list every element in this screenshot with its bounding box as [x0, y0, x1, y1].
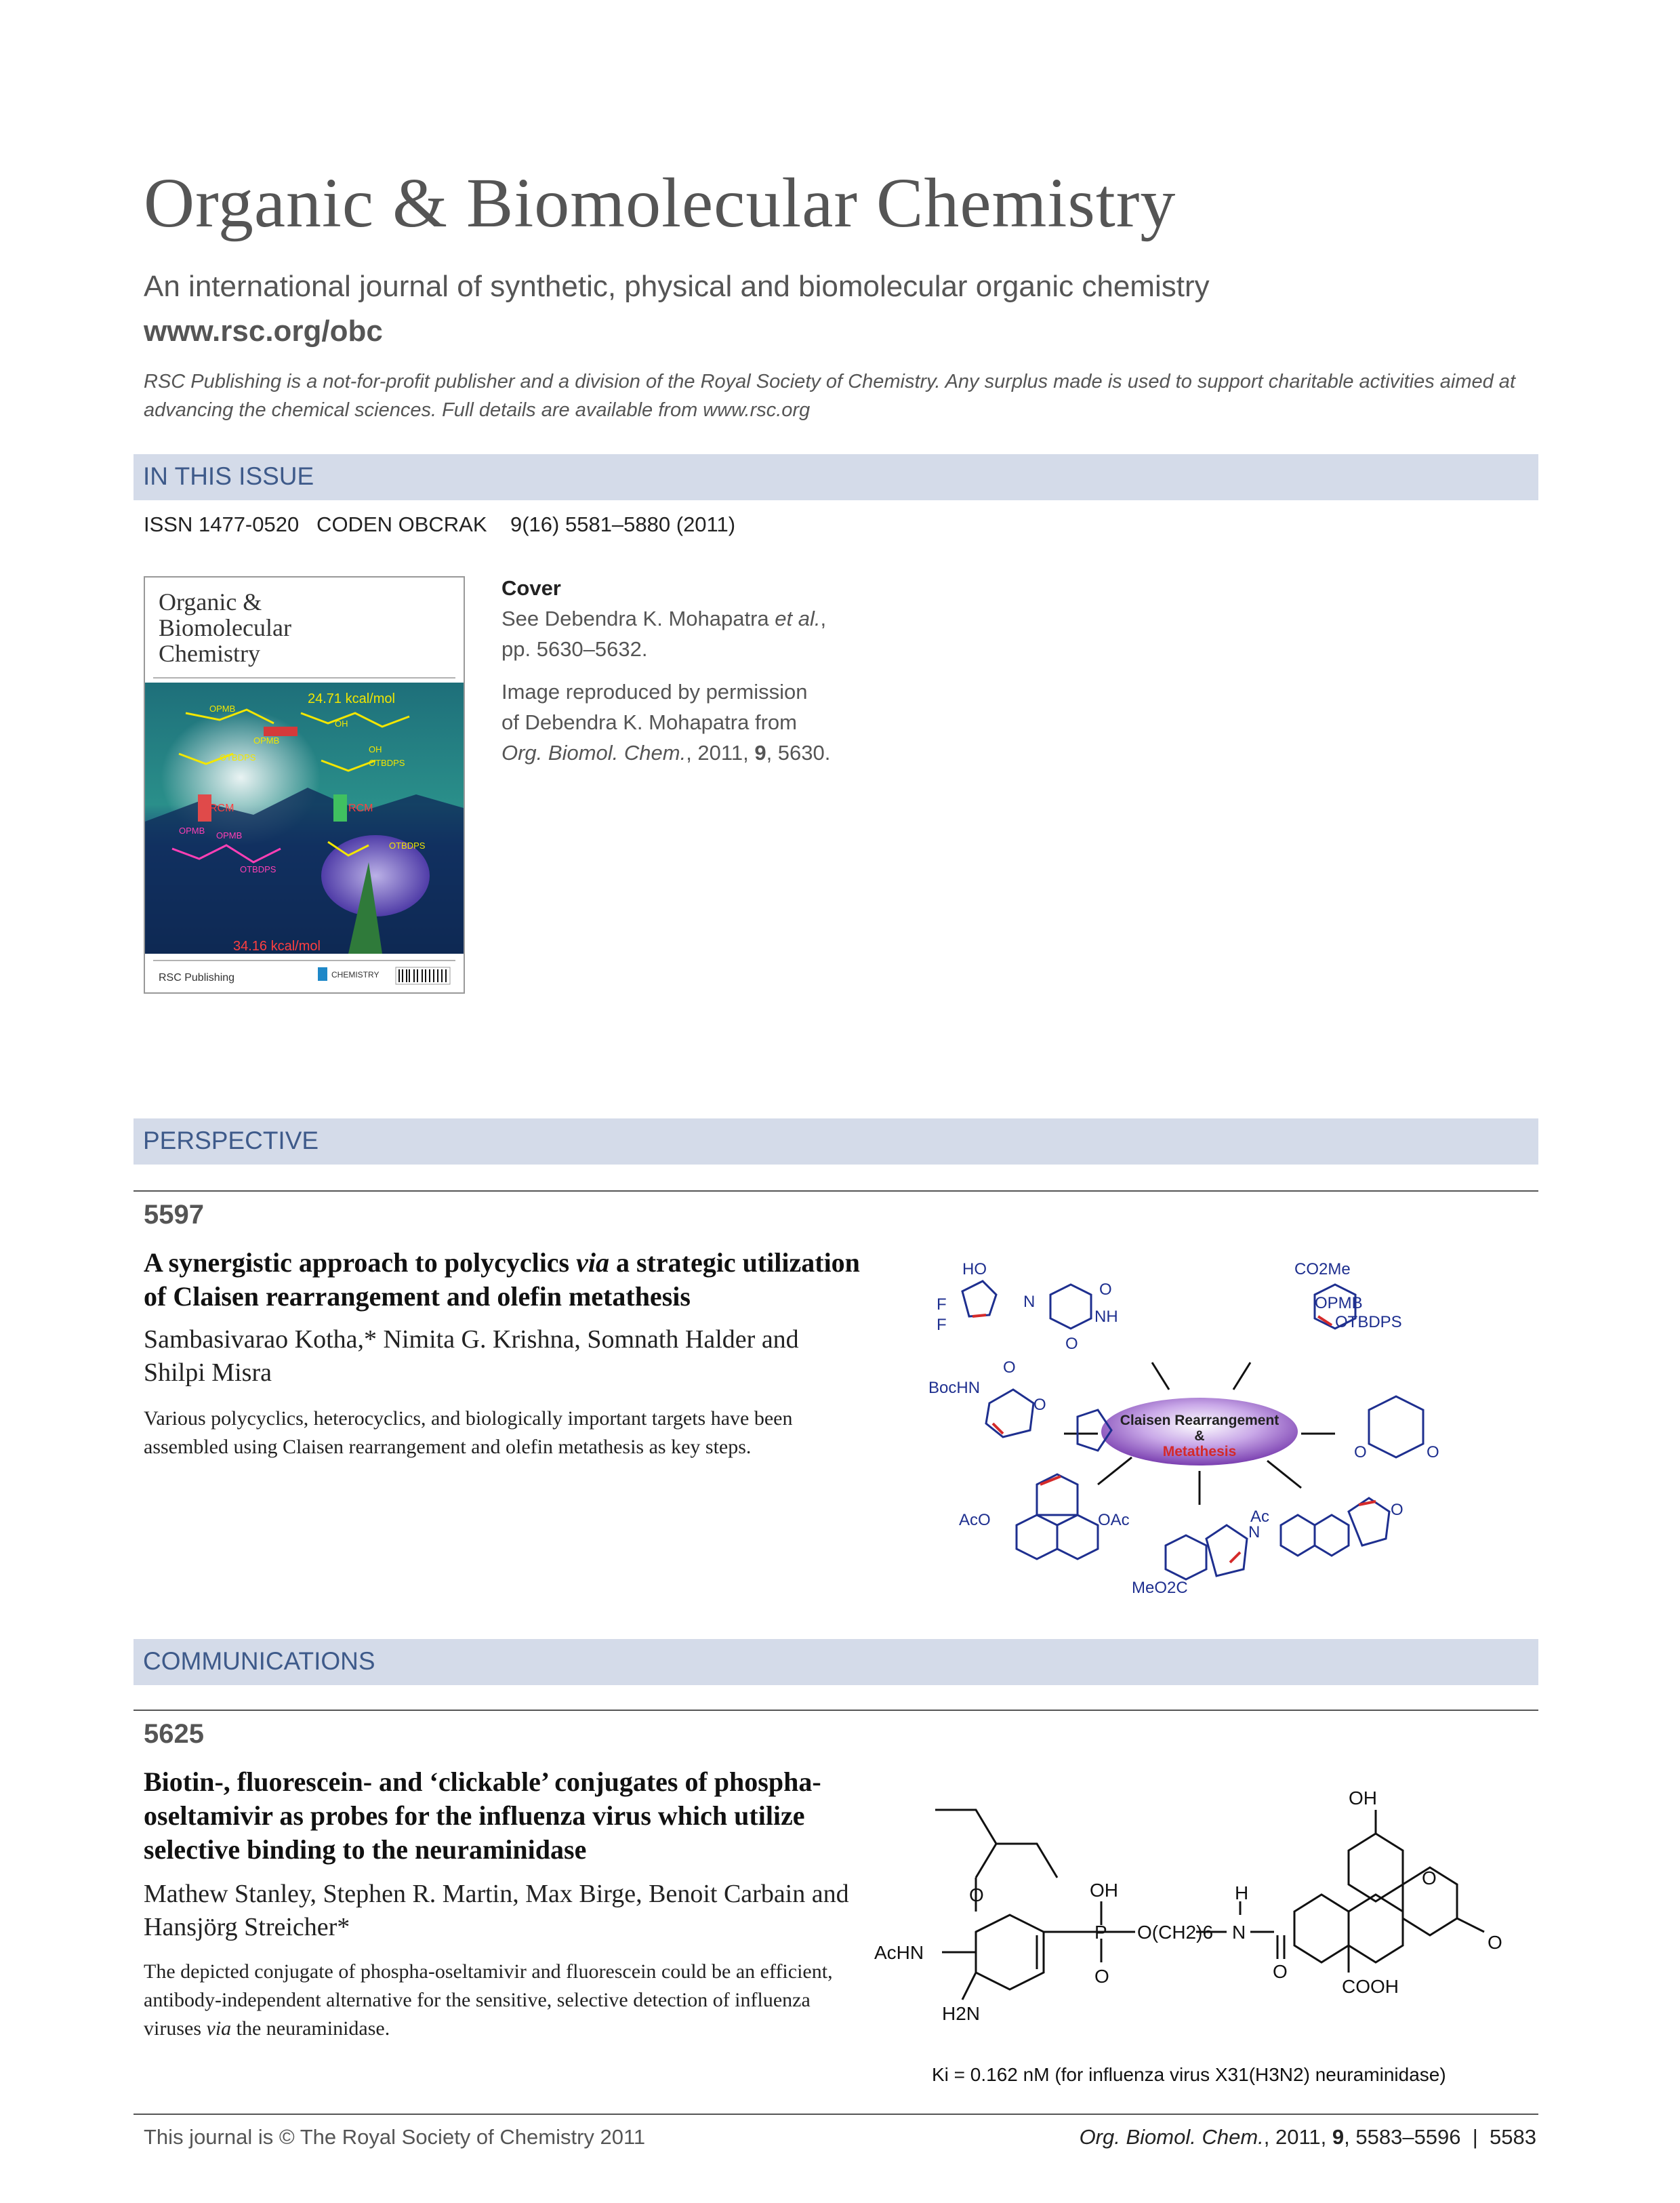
graphic-label: COOH — [1342, 1976, 1399, 1997]
cover-credit-line2: of Debendra K. Mohapatra from — [501, 710, 797, 734]
graphic-label: H — [1235, 1882, 1249, 1903]
cover-label: OPMB — [253, 735, 280, 746]
cover-label: OTBDPS — [389, 841, 426, 851]
issn-line: ISSN 1477-0520 CODEN OBCRAK 9(16) 5581–5880 (2011) — [144, 512, 736, 536]
cover-pages: pp. 5630–5632. — [501, 636, 648, 661]
section-bar-communications — [134, 1639, 1538, 1685]
footer-volume: 9 — [1332, 2125, 1345, 2149]
graphic-label: HO — [962, 1260, 987, 1278]
credit-year: , 2011, — [686, 740, 755, 765]
cover-see-prefix: See Debendra K. Mohapatra — [501, 606, 775, 630]
ki-value-line: Ki = 0.162 nM (for influenza virus X31(H3N2) neuraminidase) — [932, 2064, 1446, 2085]
article-title[interactable]: Biotin-, fluorescein- and ‘clickable’ conjugates of phospha-oseltamivir as probes for the influenza virus which utilize selective binding to the neuraminidase — [144, 1766, 821, 1865]
section-bar-in-this-issue — [134, 454, 1538, 500]
article-abstract — [144, 1958, 842, 2043]
credit-journal: Org. Biomol. Chem. — [501, 740, 687, 765]
cover-title-line1: Organic & — [159, 588, 262, 615]
graphic-label: O — [1391, 1501, 1404, 1519]
cover-see-line — [501, 604, 881, 634]
cover-badge: CHEMISTRY — [331, 970, 380, 979]
graphic-label: O — [1099, 1280, 1112, 1299]
cover-publisher: RSC Publishing — [159, 972, 235, 984]
article-authors: Mathew Stanley, Stephen R. Martin, Max Birge, Benoit Carbain and Hansjörg Streicher* — [144, 1880, 849, 1942]
footer-pages: , 5583–5596 | 5583 — [1344, 2125, 1536, 2149]
article-page-number[interactable]: 5625 — [144, 1719, 204, 1749]
graphic-label: F — [937, 1295, 947, 1314]
cover-title-line3: Chemistry — [159, 640, 260, 667]
abstract-part: The depicted conjugate of phospha-oseltamivir and fluorescein could be an efficient, antibody-independent alternative for the sensitive, selective detection of influenza viruses — [144, 1960, 833, 2040]
graphic-label: O — [969, 1884, 984, 1905]
footer-year: , 2011, — [1263, 2125, 1332, 2149]
communications-graphic — [874, 1756, 1525, 2095]
graphic-label: N — [1248, 1523, 1261, 1541]
graphic-label: O(CH2)6 — [1137, 1922, 1214, 1943]
graphic-label: O — [1427, 1443, 1439, 1461]
cover-label: RCM — [209, 803, 234, 814]
graphic-label: Ac — [1250, 1508, 1270, 1526]
cover-credit-line3 — [501, 738, 881, 769]
cover-label: OTBDPS — [369, 758, 405, 768]
cover-label: OPMB — [216, 830, 243, 841]
footer-divider — [134, 2114, 1538, 2115]
graphic-label: NH — [1094, 1308, 1118, 1326]
graphic-center-line1: Claisen Rearrangement — [1120, 1413, 1279, 1428]
graphic-label: N — [1232, 1922, 1246, 1943]
graphic-label: P — [1094, 1922, 1107, 1943]
cover-see-etal: et al. — [775, 606, 821, 630]
cover-label: OTBDPS — [240, 864, 276, 874]
title-via: via — [576, 1247, 609, 1278]
divider — [134, 1710, 1538, 1711]
section-bar-perspective — [134, 1118, 1538, 1165]
section-heading: COMMUNICATIONS — [143, 1647, 375, 1675]
cover-label: Cover — [501, 576, 561, 600]
cover-credit-line1: Image reproduced by permission — [501, 679, 808, 704]
cover-label: OPMB — [209, 704, 236, 714]
cover-thumbnail[interactable] — [144, 576, 465, 994]
graphic-label: H2N — [942, 2003, 981, 2024]
perspective-graphic — [908, 1254, 1477, 1606]
graphic-label: OTBDPS — [1335, 1313, 1402, 1331]
graphic-label: OAc — [1098, 1511, 1130, 1529]
graphic-label: AcHN — [874, 1942, 924, 1963]
article-authors: Sambasivarao Kotha,* Nimita G. Krishna, Somnath Halder and Shilpi Misra — [144, 1325, 799, 1388]
graphic-label: O — [1033, 1396, 1046, 1414]
cover-label: RCM — [348, 803, 373, 814]
graphic-label: O — [1422, 1867, 1437, 1888]
journal-tagline: An international journal of synthetic, physical and biomolecular organic chemistry — [144, 270, 1210, 303]
graphic-label: F — [937, 1316, 947, 1334]
footer-journal: Org. Biomol. Chem. — [1079, 2125, 1264, 2149]
graphic-label: CO2Me — [1294, 1260, 1351, 1278]
credit-page: , 5630. — [766, 740, 831, 765]
journal-title: Organic & Biomolecular Chemistry — [144, 164, 1176, 242]
cover-label: OH — [369, 744, 382, 754]
graphic-label: BocHN — [928, 1379, 981, 1397]
title-part: A synergistic approach to polycyclics — [144, 1247, 577, 1278]
section-heading: IN THIS ISSUE — [143, 462, 314, 490]
publisher-notice: RSC Publishing is a not-for-profit publisher and a division of the Royal Society of Chemistry. Any surplus made is used to support charitable activities aimed at advancing the chemical sciences. Full details are available from www.rsc.org — [144, 371, 1515, 422]
footer-copyright: This journal is © The Royal Society of Chemistry 2011 — [144, 2125, 646, 2149]
graphic-label: O — [1273, 1961, 1288, 1982]
article-title[interactable] — [144, 1246, 862, 1314]
graphic-label: OH — [1349, 1787, 1377, 1808]
graphic-label: AcO — [959, 1511, 991, 1529]
section-heading: PERSPECTIVE — [143, 1127, 319, 1154]
article-page-number[interactable]: 5597 — [144, 1200, 204, 1230]
cover-label: OH — [335, 719, 348, 729]
divider — [134, 1190, 1538, 1192]
cover-label: OPMB — [179, 826, 205, 836]
graphic-label: MeO2C — [1132, 1579, 1188, 1597]
graphic-label: OPMB — [1315, 1294, 1363, 1312]
cover-title-line2: Biomolecular — [159, 614, 291, 641]
graphic-center-line3: Metathesis — [1162, 1444, 1237, 1459]
cover-energy-top: 24.71 kcal/mol — [308, 691, 395, 706]
graphic-center-line2: & — [1194, 1428, 1205, 1444]
title-part: a strategic utilization of Claisen rearrangement and olefin metathesis — [144, 1247, 860, 1312]
graphic-label: O — [1094, 1966, 1109, 1987]
graphic-label: O — [1003, 1358, 1016, 1377]
abstract-part: the neuraminidase. — [231, 2017, 390, 2040]
cover-label: OTBDPS — [220, 752, 256, 763]
article-abstract: Various polycyclics, heterocyclics, and biologically important targets have been assembled using Claisen rearrangement and olefin metathesis as key steps. — [144, 1407, 793, 1458]
graphic-label: N — [1023, 1293, 1036, 1311]
abstract-via: via — [206, 2017, 232, 2040]
cover-see-suffix: , — [820, 606, 827, 630]
footer-citation — [1080, 2125, 1536, 2149]
journal-url[interactable]: www.rsc.org/obc — [144, 315, 383, 348]
graphic-label: O — [1065, 1335, 1078, 1353]
graphic-label: O — [1354, 1443, 1367, 1461]
graphic-label: O — [1488, 1932, 1502, 1953]
credit-volume: 9 — [754, 740, 766, 765]
cover-info — [501, 573, 881, 769]
graphic-label: OH — [1090, 1880, 1118, 1901]
cover-energy-bottom: 34.16 kcal/mol — [233, 939, 321, 954]
cover-image — [145, 578, 464, 992]
